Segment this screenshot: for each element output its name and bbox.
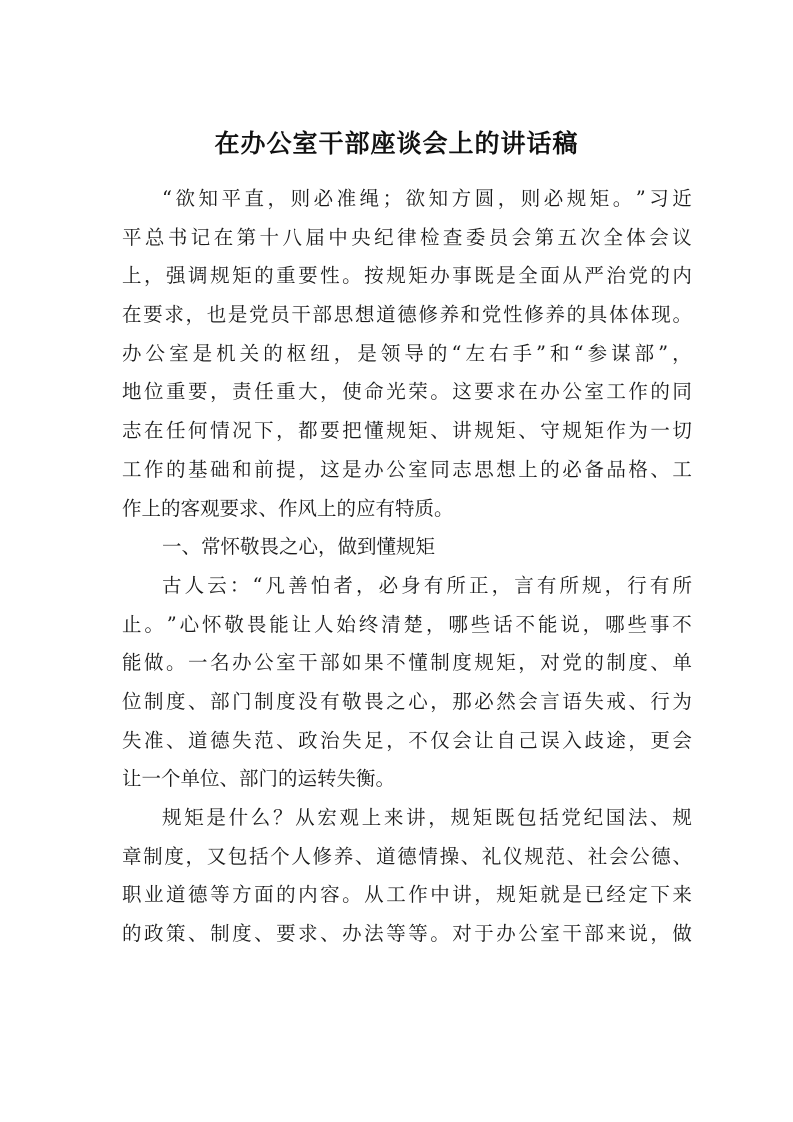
text-line [122,451,692,490]
text-line-content: 章 制 度 ， 又 包 括 个 人 修 养 、 道 德 情 操 、 礼 仪 规 范 、 社 会 公 德 、 [122,844,692,868]
text-line [122,760,692,799]
document-title: 在办公室干部座谈会上的讲话稿 [214,129,579,158]
text-line-content: “ 欲 知 平 直 ， 则 必 准 绳 ； 欲 知 方 圆 ， 则 必 规 矩 。 ” 习 近 [162,187,692,210]
text-line [122,412,692,451]
text-line [122,335,692,374]
text-line-content: 位 制 度 、 部 门 制 度 没 有 敬 畏 之 心 ， 那 必 然 会 言 语 失 戒 、 行 为 [122,689,692,713]
text-line-content: 在 要 求 ， 也 是 党 员 干 部 思 想 道 德 修 养 和 党 性 修 养 的 具 体 体 现 。 [122,303,692,327]
text-line [122,644,692,683]
text-line-content: 止 。 ” 心 怀 敬 畏 能 让 人 始 终 清 楚 ， 哪 些 话 不 能 说 ， 哪 些 事 不 [122,612,692,636]
text-line-content: 上 ， 强 调 规 矩 的 重 要 性 。 按 规 矩 办 事 既 是 全 面 从 严 治 党 的 内 [122,264,692,288]
text-line-content: 志 在 任 何 情 况 下 ， 都 要 把 懂 规 矩 、 讲 规 矩 、 守 规 矩 作 为 一 切 [122,419,692,443]
text-line [122,180,692,219]
text-line [122,876,692,915]
text-line [122,838,692,877]
text-line [122,528,692,567]
text-line [122,490,692,529]
text-line-content: 的 政 策 、 制 度 、 要 求 、 办 法 等 等 。 对 于 办 公 室 干 部 来 说 ， 做 [122,922,692,946]
text-line-content: 失 准 、 道 德 失 范 、 政 治 失 足 ， 不 仅 会 让 自 己 误 入 歧 途 ， 更 会 [122,728,692,752]
text-line [122,567,692,606]
text-line-content: 古 人 云 ： “ 凡 善 怕 者 ， 必 身 有 所 正 ， 言 有 所 规 ， 行 有 所 [162,573,692,597]
text-line-content: 职 业 道 德 等 方 面 的 内 容 。 从 工 作 中 讲 ， 规 矩 就 是 已 经 定 下 来 [122,883,692,907]
text-line-content: 平 总 书 记 在 第 十 八 届 中 央 纪 律 检 查 委 员 会 第 五 次 全 体 会 议 [122,225,692,249]
text-line [122,683,692,722]
text-line-content: 工 作 的 基 础 和 前 提 ， 这 是 办 公 室 同 志 思 想 上 的 必 备 品 格 、 工 [122,457,692,481]
text-line [122,219,692,258]
text-line-content: 办 公 室 是 机 关 的 枢 纽 ， 是 领 导 的 “ 左 右 手 ” 和 “ 参 谋 部 ” ， [122,341,692,365]
text-line-content: 地 位 重 要 ， 责 任 重 大 ， 使 命 光 荣 。 这 要 求 在 办 公 室 工 作 的 同 [122,380,692,404]
text-line-content: 让一个单位、部门的运转失衡。 [122,767,396,791]
text-line-content: 规 矩 是 什 么 ？ 从 宏 观 上 来 讲 ， 规 矩 既 包 括 党 纪 国 法 、 规 [162,806,692,829]
text-line-content: 一、常怀敬畏之心，做到懂规矩 [162,535,436,559]
text-line [122,373,692,412]
text-line [122,257,692,296]
text-line [122,296,692,335]
text-line-content: 能 做 。 一 名 办 公 室 干 部 如 果 不 懂 制 度 规 矩 ， 对 党 的 制 度 、 单 [122,651,692,675]
text-line [122,606,692,645]
document-body [122,180,692,954]
text-line [122,799,692,838]
text-line-content: 作上的客观要求、作风上的应有特质。 [122,496,454,520]
text-line [122,722,692,761]
text-line [122,915,692,954]
